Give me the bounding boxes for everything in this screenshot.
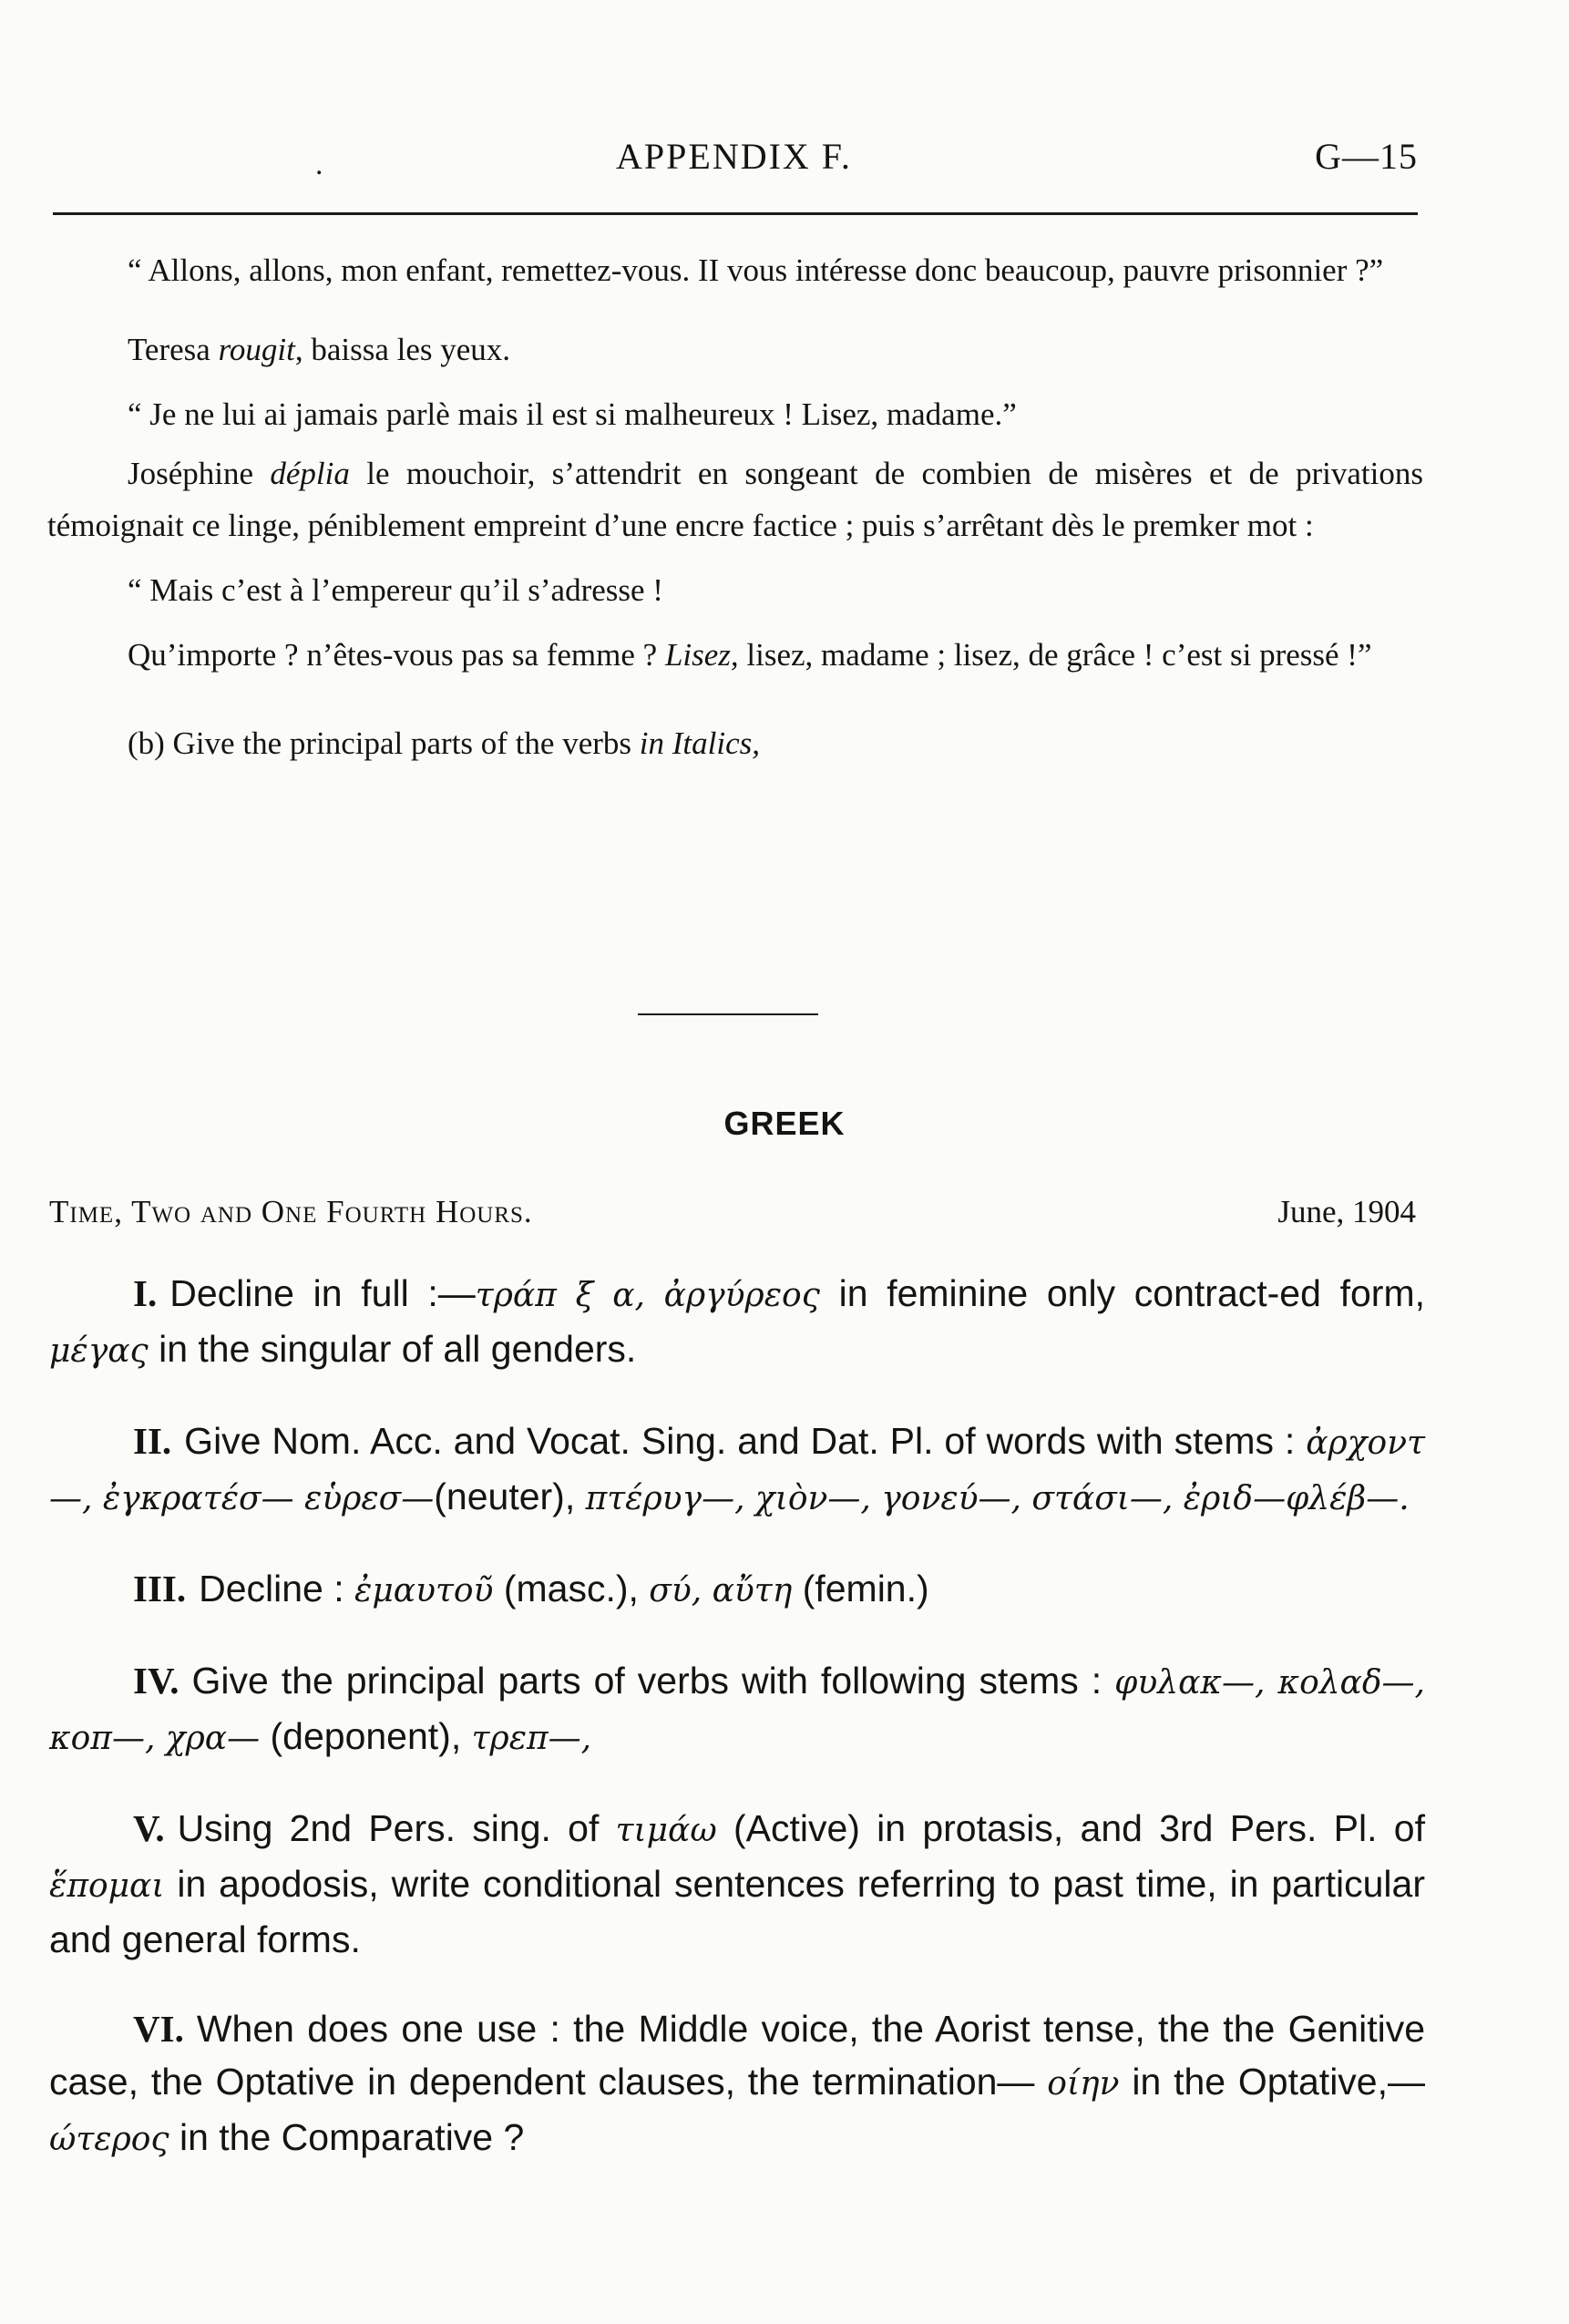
text-run: (neuter), (434, 1476, 586, 1517)
french-paragraph-2 (47, 324, 1423, 375)
greek-term: ἀρχοντ—, (49, 1424, 1425, 1517)
question-number: VI. (133, 2008, 184, 2050)
text-run: (femin.) (792, 1568, 929, 1609)
french-paragraph-5: “ Mais c’est à l’empereur qu’il s’adresse ! (128, 572, 663, 608)
text-run (871, 1476, 881, 1517)
italic-word: déplia (270, 456, 350, 491)
header-title: APPENDIX F. (616, 136, 852, 177)
greek-term: σύ, αὔτη (649, 1572, 793, 1609)
greek-term: εὑρεσ— (304, 1480, 435, 1517)
question-3 (49, 1562, 1425, 1618)
greek-term: φυλακ—, κολαδ—, κοπ—, χρα— (49, 1664, 1425, 1757)
french-paragraph-4 (47, 447, 1423, 551)
exam-date: June, 1904 (1277, 1194, 1416, 1229)
text-run: Qu’importe ? n’êtes-vous pas sa femme ? (128, 637, 665, 673)
text-run: Decline : (199, 1568, 355, 1609)
question-1 (49, 1267, 1425, 1378)
italic-word: in Italics, (639, 725, 760, 761)
text-run: Give the principal parts of verbs with following stems : (191, 1660, 1115, 1702)
french-paragraph-1: “ Allons, allons, mon enfant, remettez-vous. II vous intéresse donc beaucoup, pauvre prisonnier ?” (128, 252, 1384, 288)
french-question-b (47, 717, 1423, 769)
text-run: (Active) in protasis, and 3rd Pers. Pl. of (716, 1807, 1425, 1849)
header-rule (53, 212, 1418, 215)
text-run (294, 1476, 304, 1517)
question-2 (49, 1414, 1425, 1526)
question-number: V. (133, 1807, 165, 1849)
text-run: in apodosis, write conditional sentences referring to past time, in particular and general forms. (49, 1863, 1425, 1960)
text-run: Give Nom. Acc. and Vocat. Sing. and Dat. Pl. of words with stems : (184, 1420, 1307, 1462)
text-run (745, 1476, 755, 1517)
text-run: Teresa (128, 332, 219, 367)
question-6 (49, 2002, 1425, 2166)
french-passage (47, 244, 1423, 769)
text-run: in the Comparative ? (169, 2116, 525, 2158)
italic-word: rougit (218, 332, 295, 367)
greek-term: τρεπ—, (471, 1720, 592, 1757)
text-run: , baissa les yeux. (294, 332, 511, 367)
greek-term: τιμάω (615, 1812, 717, 1849)
header-dot: . (315, 148, 323, 181)
text-run (645, 1272, 664, 1314)
french-paragraph-3: “ Je ne lui ai jamais parlè mais il est si malheureux ! Lisez, madame.” (128, 396, 1017, 432)
question-5 (49, 1802, 1425, 1966)
question-number: IV. (133, 1660, 179, 1702)
text-run: in the singular of all genders. (148, 1328, 637, 1370)
question-number: II. (133, 1420, 172, 1462)
greek-term: τράπ ξ α, (475, 1277, 645, 1314)
text-run: in the Optative,— (1119, 2061, 1425, 2103)
greek-term: ώτερος (49, 2121, 169, 2158)
italic-word: Lisez, (664, 637, 739, 673)
page-number: G—15 (1315, 136, 1418, 177)
text-run: (deponent), (260, 1715, 472, 1757)
question-number: III. (133, 1568, 187, 1609)
exam-duration: Time, Two and One Fourth Hours. (49, 1194, 533, 1229)
text-run: Using 2nd Pers. sing. of (177, 1807, 616, 1849)
greek-term: χιὸν—, (754, 1480, 871, 1517)
page-header (51, 135, 1418, 190)
text-run: Decline in full :— (169, 1272, 476, 1314)
text-run: in feminine only contract-ed form, (819, 1272, 1425, 1314)
greek-term: ἐμαυτοῦ (354, 1572, 494, 1609)
text-run: (b) Give the principal parts of the verbs (128, 725, 640, 761)
greek-term: ἕπομαι (49, 1867, 165, 1905)
question-4 (49, 1654, 1425, 1765)
question-number: I. (133, 1272, 158, 1314)
text-run: lisez, madame ; lisez, de grâce ! c’est si pressé !” (738, 637, 1372, 673)
section-title: GREEK (723, 1105, 846, 1142)
section-separator (638, 1013, 818, 1015)
question-list (49, 1267, 1425, 2203)
text-run: (masc.), (493, 1568, 650, 1609)
text-run: When does one use : the Middle voice, the Aorist tense, the the Genitive case, the Optative in dependent clauses, the termination— (49, 2008, 1425, 2103)
greek-term: γονεύ—, στάσι—, ἐριδ—φλέβ—. (881, 1480, 1410, 1517)
text-run: Joséphine (128, 456, 271, 491)
greek-term: μέγας (49, 1332, 149, 1370)
greek-term: πτέρυγ—, (585, 1480, 745, 1517)
greek-term: ἐγκρατέσ— (102, 1480, 294, 1517)
greek-term: ἀργύρεος (663, 1277, 820, 1314)
text-run: le mouchoir, s’attendrit en songeant de combien de misères et de privations témoignait ce linge, péniblement empreint d’une encre factice ; puis s’arrêtant dès le premker mot : (47, 456, 1423, 543)
greek-term: οίην (1047, 2065, 1120, 2103)
french-paragraph-6 (47, 629, 1423, 681)
text-run (92, 1476, 102, 1517)
